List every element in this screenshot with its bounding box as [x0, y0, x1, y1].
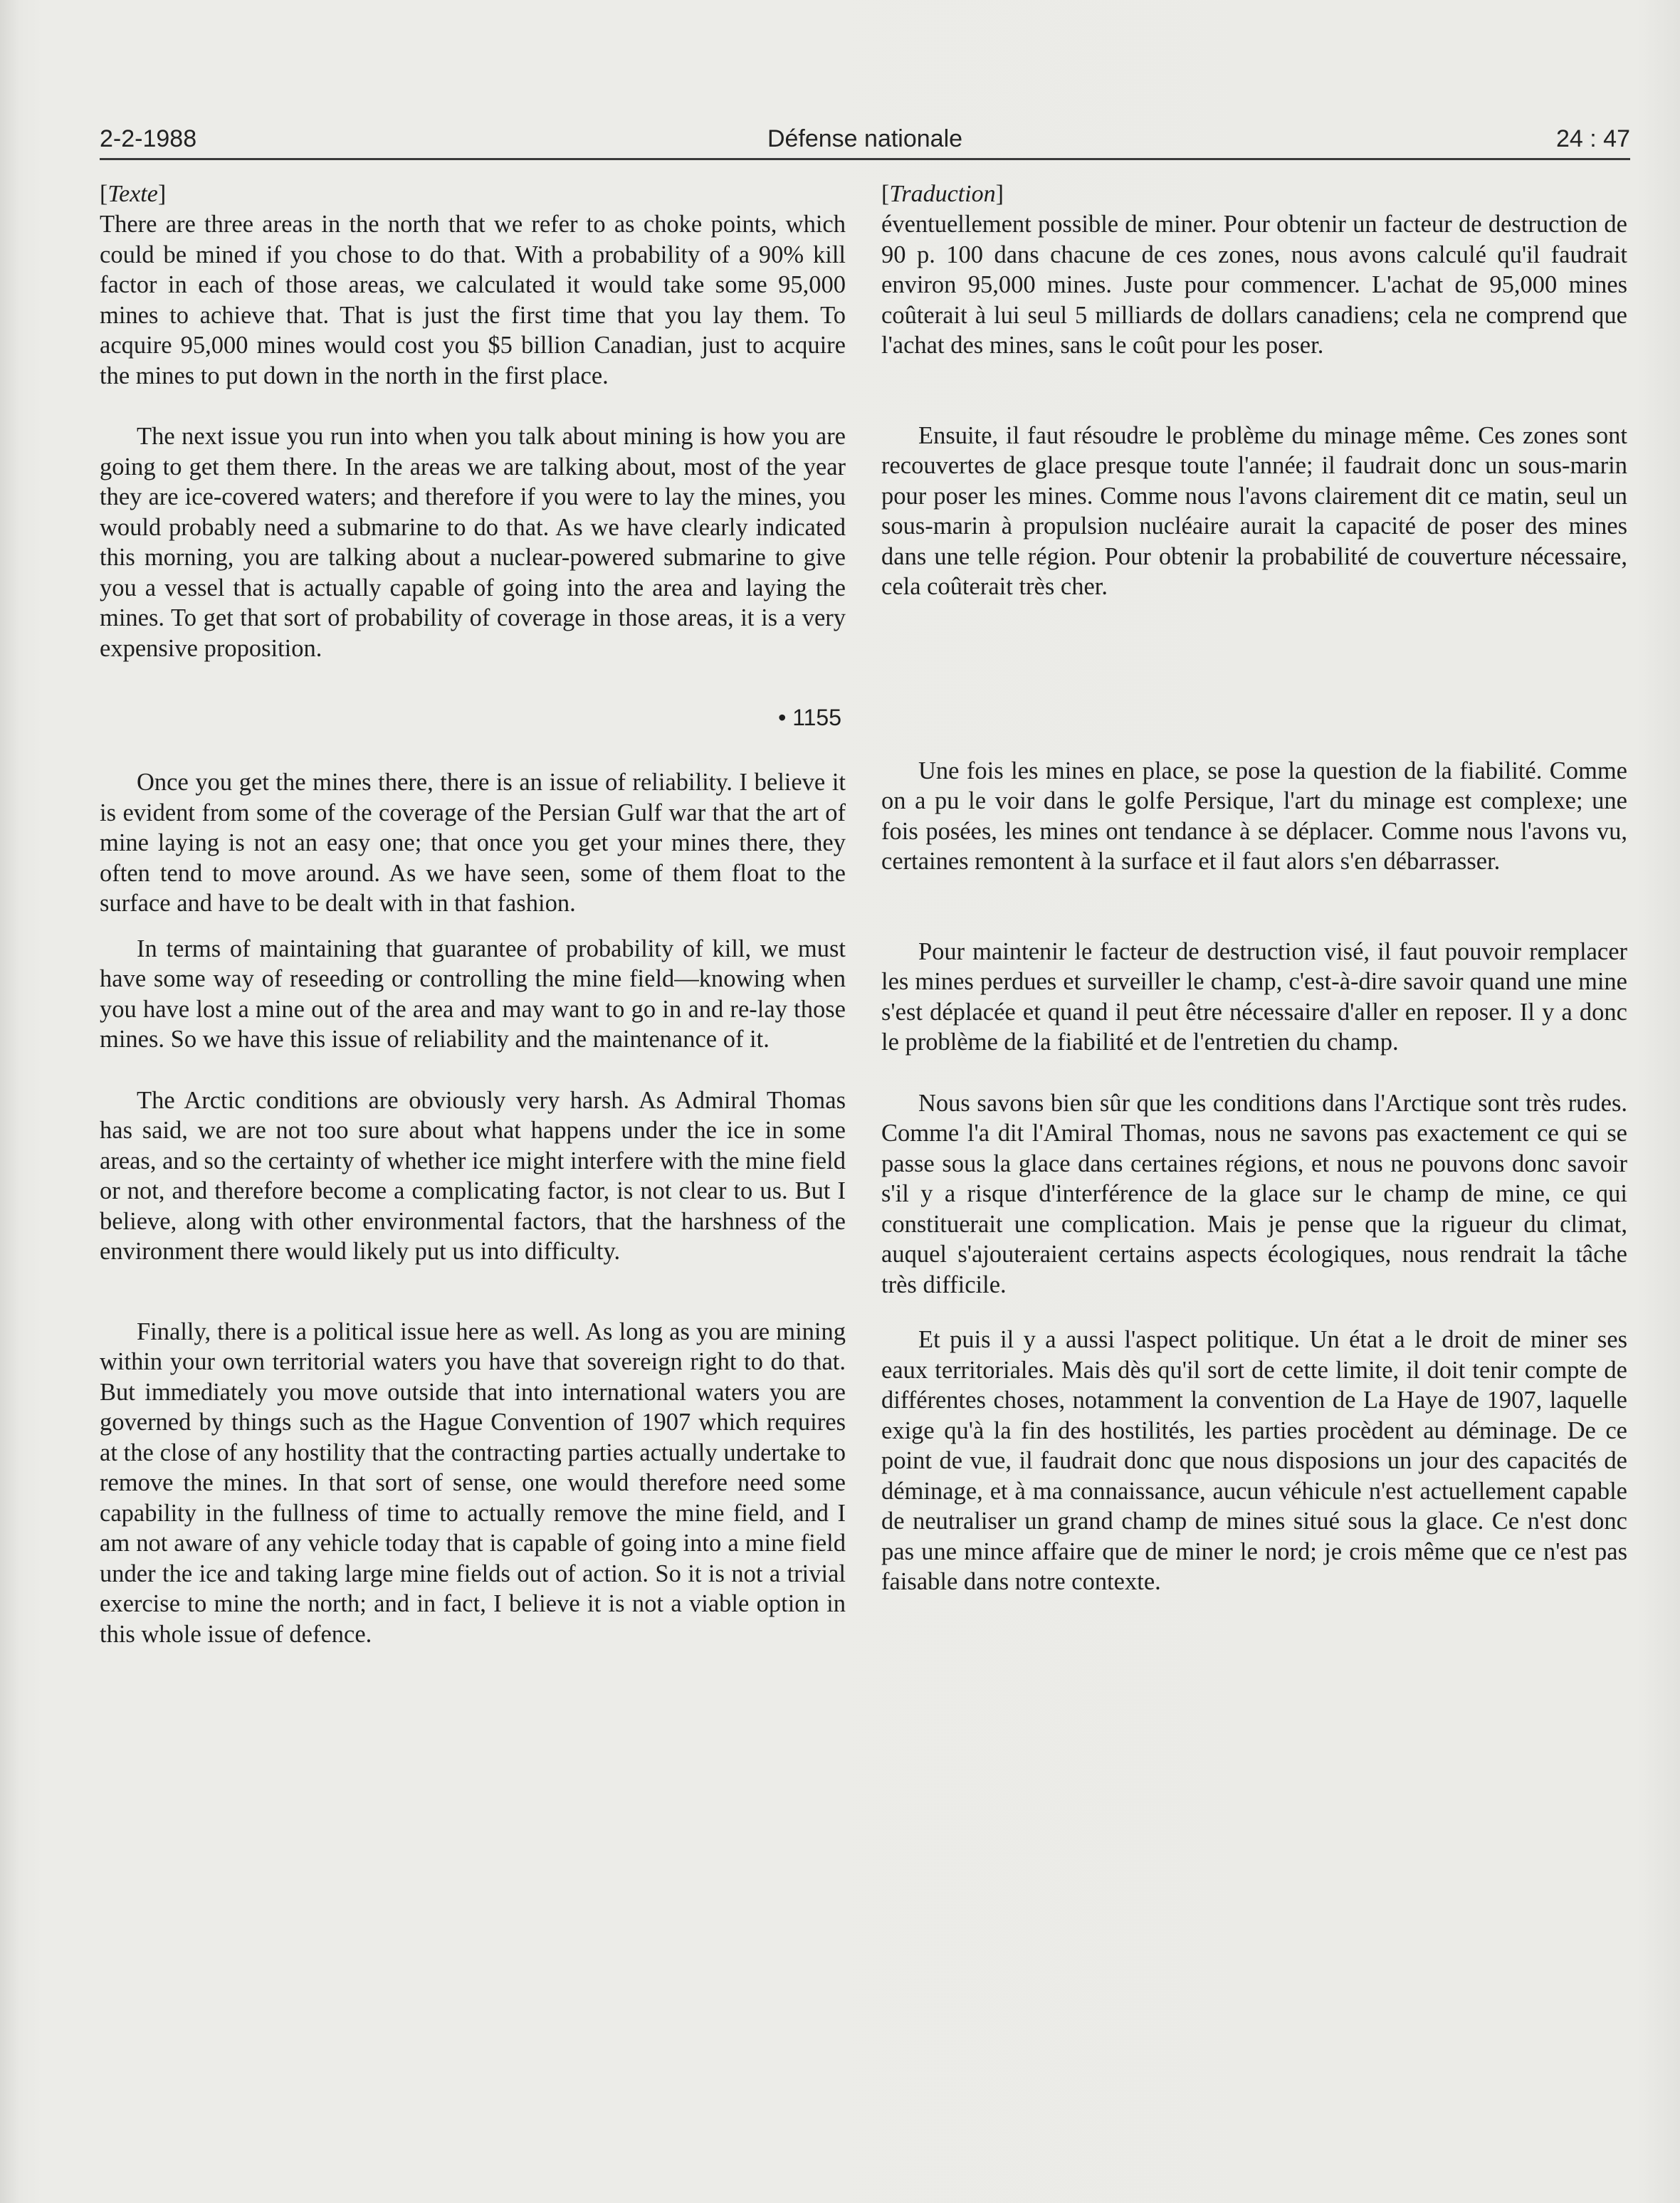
right-paragraph-3: Une fois les mines en place, se pose la question de la fiabilité. Comme on a pu le voir dans le golfe Persique, l'art du minage est complexe; une fois posées, les mines ont tendance à se déplacer. Comme nous l'avons vu, certaines remontent à la surface et il faut alors s'en débarrasser.: [881, 757, 1627, 875]
time-marker: • 1155: [778, 705, 841, 730]
left-paragraph-1: There are three areas in the north that we refer to as choke points, which could be mined if you chose to do that. With a probability of a 90% kill factor in each of those areas, we calculated it would take some 95,000 mines to achieve that. That is just the first time that you lay them. To acquire 95,000 mines would cost you $5 billion Canadian, just to acquire the mines to put down in the north in the first place.: [100, 211, 846, 389]
header-date: 2-2-1988: [100, 125, 197, 152]
right-paragraph-6: Et puis il y a aussi l'aspect politique. Un état a le droit de miner ses eaux territoriales. Mais dès qu'il sort de cette limite, il doit tenir compte de différentes choses, notamment la convention de La Haye de 1907, laquelle exige qu'à la fin des hostilités, les parties procèdent au déminage. De ce point de vue, il faudrait donc que nous disposions un jour des capacités de déminage, et à ma connaissance, aucun véhicule n'est actuellement capable de neutraliser un grand champ de mines situé sous la glace. Ce n'est donc pas une mince affaire que de miner le nord; je crois même que ce n'est pas faisable dans notre contexte.: [881, 1326, 1627, 1595]
header-page-number: 24 : 47: [1556, 125, 1630, 152]
left-paragraph-3: Once you get the mines there, there is an issue of reliability. I believe it is evident from some of the coverage of the Persian Gulf war that the art of mine laying is not an easy one; that once you get your mines there, they often tend to move around. As we have seen, some of them float to the surface and have to be dealt with in that fashion.: [100, 769, 846, 917]
header-title: Défense nationale: [767, 125, 963, 152]
right-column: [881, 179, 1627, 1597]
left-paragraph-4: In terms of maintaining that guarantee of probability of kill, we must have some way of reseeding or controlling the mine field—knowing when you have lost a mine out of the area and may want to go in and re-lay those mines. So we have this issue of reliability and the maintenance of it.: [100, 935, 846, 1053]
left-paragraph-6: Finally, there is a political issue here as well. As long as you are mining within your own territorial waters you have that sovereign right to do that. But immediately you move outside that into international waters you are governed by things such as the Hague Convention of 1907 which requires at the close of any hostility that the contracting parties actually undertake to remove the mines. In that sort of sense, one would therefore need some capability in the fullness of time to actually remove the mine field, and I am not aware of any vehicle today that is capable of going into a mine field under the ice and taking large mine fields out of action. So it is not a trivial exercise to mine the north; and in fact, I believe it is not a viable option in this whole issue of defence.: [100, 1318, 846, 1648]
right-paragraph-5: Nous savons bien sûr que les conditions dans l'Arctique sont très rudes. Comme l'a dit l'Amiral Thomas, nous ne savons pas exactement ce qui se passe sous la glace dans certaines régions, et nous ne pouvons donc savoir s'il y a risque d'interférence de la glace sur le champ de mine, ce qui constituerait une complication. Mais je pense que la rigueur du climat, auquel s'ajouteraient certains aspects écologiques, nous rendrait la tâche très difficile.: [881, 1089, 1627, 1298]
running-header: [100, 120, 1630, 157]
left-paragraph-5: The Arctic conditions are obviously very harsh. As Admiral Thomas has said, we are not too sure about what happens under the ice in some areas, and so the certainty of whether ice might interfere with the mine field or not, and therefore become a complicating factor, is not clear to us. But I believe, along with other environmental factors, that the harshness of the environment there would likely put us into difficulty.: [100, 1086, 846, 1265]
left-column: [100, 179, 846, 1649]
left-paragraph-2: The next issue you run into when you talk about mining is how you are going to get them there. In the areas we are talking about, most of the year they are ice-covered waters; and therefore if you were to lay the mines, you would probably need a submarine to do that. As we have clearly indicated this morning, you are talking about a nuclear-powered submarine to give you a vessel that is actually capable of going into the area and laying the mines. To get that sort of probability of coverage in those areas, it is a very expensive proposition.: [100, 423, 846, 662]
right-column-tag: [Traduction]: [881, 181, 1004, 207]
header-rule: [100, 158, 1630, 160]
right-paragraph-2: Ensuite, il faut résoudre le problème du minage même. Ces zones sont recouvertes de glace presque toute l'année; il faudrait donc un sous-marin pour poser les mines. Comme nous l'avons clairement dit ce matin, seul un sous-marin à propulsion nucléaire aurait la capacité de poser des mines dans une telle région. Pour obtenir la probabilité de couverture nécessaire, cela coûterait très cher.: [881, 421, 1627, 600]
right-paragraph-4: Pour maintenir le facteur de destruction visé, il faut pouvoir remplacer les mines perdues et surveiller le champ, c'est-à-dire savoir quand une mine s'est déplacée et quand il peut être nécessaire d'aller en reposer. Il y a donc le problème de la fiabilité et de l'entretien du champ.: [881, 937, 1627, 1056]
left-column-tag: [Texte]: [100, 181, 167, 207]
right-paragraph-1: éventuellement possible de miner. Pour obtenir un facteur de destruction de 90 p. 100 dans chacune de ces zones, nous avons calculé qu'il faudrait environ 95,000 mines. Juste pour commencer. L'achat de 95,000 mines coûterait à lui seul 5 milliards de dollars canadiens; cela ne comprend que l'achat des mines, sans le coût pour les poser.: [881, 211, 1627, 359]
